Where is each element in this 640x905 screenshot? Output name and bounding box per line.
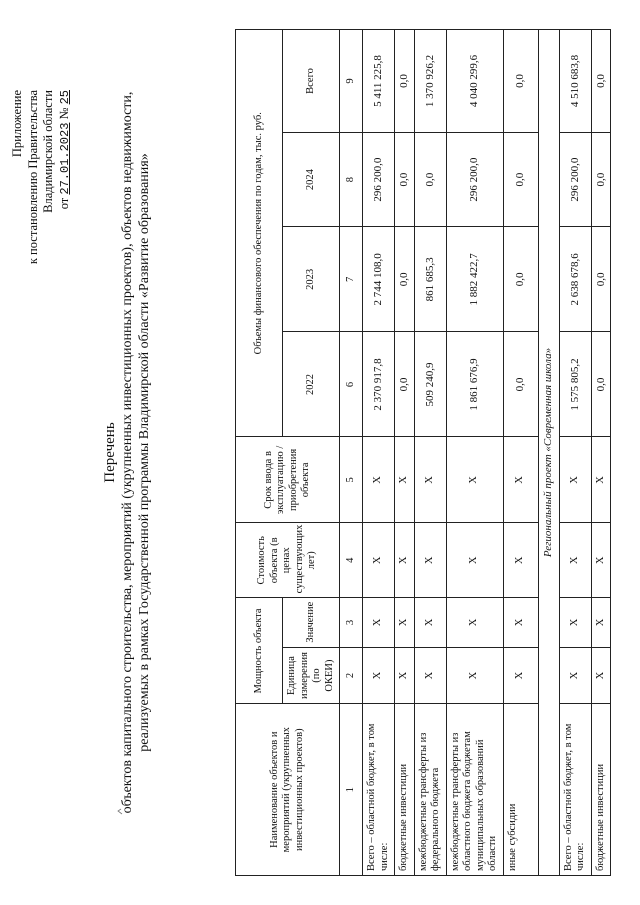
header-name: Наименование объектов и мероприятий (укрупненных инвестиционных проектов) <box>236 704 340 876</box>
cell-2024: 296 200,0 <box>363 133 395 227</box>
table-row <box>414 30 446 876</box>
column-number: 5 <box>340 437 363 523</box>
cell-2023: 2 638 678,6 <box>559 227 591 332</box>
cell-value: Х <box>446 598 503 647</box>
header-2024: 2024 <box>283 133 340 227</box>
number-prefix: № <box>56 107 71 120</box>
cell-unit: Х <box>395 647 415 704</box>
cell-2024: 296 200,0 <box>446 133 503 227</box>
cell-2023: 1 882 422,7 <box>446 227 503 332</box>
column-number: 6 <box>340 332 363 437</box>
header-capacity: Мощность объекта <box>236 598 283 704</box>
row-name: Всего – областной бюджет, в том числе: <box>559 704 591 876</box>
row-name: Всего – областной бюджет, в том числе: <box>363 704 395 876</box>
appendix-line-2: к постановлению Правительства <box>25 90 40 265</box>
appendix-line-1: Приложение <box>10 90 24 158</box>
cell-unit: Х <box>559 647 591 704</box>
cell-commission: Х <box>591 437 611 523</box>
cell-2024: 296 200,0 <box>559 133 591 227</box>
header-commission: Срок ввода в эксплуатацию / приобретения объекта <box>236 437 340 523</box>
cell-value: Х <box>591 598 611 647</box>
cell-total: 4 040 299,6 <box>446 30 503 133</box>
cell-unit: Х <box>503 647 538 704</box>
appendix-date-line <box>57 90 74 264</box>
header-2022: 2022 <box>283 332 340 437</box>
header-total: Всего <box>283 30 340 133</box>
cell-value: Х <box>395 598 415 647</box>
cell-2023: 861 685,3 <box>414 227 446 332</box>
document-title <box>102 0 153 905</box>
row-name: межбюджетные трансферты из областного бюджета бюджетам муниципальных образований области <box>446 704 503 876</box>
cell-cost: Х <box>363 523 395 598</box>
cell-2024: 0,0 <box>503 133 538 227</box>
cell-total: 1 370 926,2 <box>414 30 446 133</box>
cell-2023: 0,0 <box>395 227 415 332</box>
cell-unit: Х <box>591 647 611 704</box>
section-row <box>538 30 559 876</box>
title-line-2: объектов капитального строительства, мероприятий (укрупненных инвестиционных проектов), объектов недвижимости, <box>120 91 135 814</box>
cell-commission: Х <box>363 437 395 523</box>
cell-cost: Х <box>559 523 591 598</box>
row-name: иные субсидии <box>503 704 538 876</box>
cell-2024: 0,0 <box>591 133 611 227</box>
title-line-3: реализуемых в рамках Государственной программы Владимирской области «Развитие образования» <box>137 153 152 752</box>
row-name: межбюджетные трансферты из федерального бюджета <box>414 704 446 876</box>
cell-2023: 0,0 <box>591 227 611 332</box>
cell-unit: Х <box>446 647 503 704</box>
objects-table <box>235 29 611 876</box>
cell-commission: Х <box>446 437 503 523</box>
cell-cost: Х <box>503 523 538 598</box>
column-number: 3 <box>340 598 363 647</box>
cell-cost: Х <box>446 523 503 598</box>
cell-unit: Х <box>414 647 446 704</box>
column-number: 9 <box>340 30 363 133</box>
header-funding: Объемы финансового обеспечения по годам, тыс. руб. <box>236 30 283 438</box>
resolution-number: 25 <box>57 90 72 105</box>
table-row <box>395 30 415 876</box>
table-row <box>363 30 395 876</box>
header-2023: 2023 <box>283 227 340 332</box>
table-row <box>559 30 591 876</box>
appendix-block <box>10 90 73 264</box>
cell-2022: 0,0 <box>503 332 538 437</box>
table-row <box>446 30 503 876</box>
row-name: бюджетные инвестиции <box>395 704 415 876</box>
column-number: 7 <box>340 227 363 332</box>
cell-2022: 2 370 917,8 <box>363 332 395 437</box>
column-number: 4 <box>340 523 363 598</box>
row-name: бюджетные инвестиции <box>591 704 611 876</box>
cell-value: Х <box>559 598 591 647</box>
header-row-1 <box>236 30 283 876</box>
cell-2022: 1 861 676,9 <box>446 332 503 437</box>
cell-2022: 0,0 <box>591 332 611 437</box>
cell-commission: Х <box>414 437 446 523</box>
cell-value: Х <box>503 598 538 647</box>
table-row <box>503 30 538 876</box>
cell-unit: Х <box>363 647 395 704</box>
column-number: 8 <box>340 133 363 227</box>
cell-cost: Х <box>414 523 446 598</box>
cell-total: 5 411 225,8 <box>363 30 395 133</box>
cell-value: Х <box>363 598 395 647</box>
objects-table-wrapper <box>235 29 611 876</box>
cell-2024: 0,0 <box>395 133 415 227</box>
cell-value: Х <box>414 598 446 647</box>
column-numbers-row <box>340 30 363 876</box>
cell-2024: 0,0 <box>414 133 446 227</box>
cell-commission: Х <box>559 437 591 523</box>
cell-total: 4 510 683,8 <box>559 30 591 133</box>
column-number: 1 <box>340 704 363 876</box>
column-number: 2 <box>340 647 363 704</box>
appendix-line-3: Владимирской области <box>41 90 55 213</box>
table-row <box>591 30 611 876</box>
resolution-date: 27.01.2023 <box>57 122 72 195</box>
cell-2022: 0,0 <box>395 332 415 437</box>
title-line-1: Перечень <box>102 422 118 483</box>
cell-2023: 0,0 <box>503 227 538 332</box>
cell-2023: 2 744 108,0 <box>363 227 395 332</box>
cell-total: 0,0 <box>591 30 611 133</box>
cell-commission: Х <box>395 437 415 523</box>
cell-total: 0,0 <box>503 30 538 133</box>
cell-2022: 1 575 805,2 <box>559 332 591 437</box>
header-unit: Единица измерения (по ОКЕИ) <box>283 647 340 704</box>
header-cost: Стоимость объекта (в ценах существующих лет) <box>236 523 340 598</box>
header-value: Значение <box>283 598 340 647</box>
cell-commission: Х <box>503 437 538 523</box>
cell-2022: 509 240,9 <box>414 332 446 437</box>
cell-total: 0,0 <box>395 30 415 133</box>
date-prefix: от <box>56 197 71 210</box>
cell-cost: Х <box>395 523 415 598</box>
cell-cost: Х <box>591 523 611 598</box>
section-title: Региональный проект «Современная школа» <box>538 30 559 876</box>
